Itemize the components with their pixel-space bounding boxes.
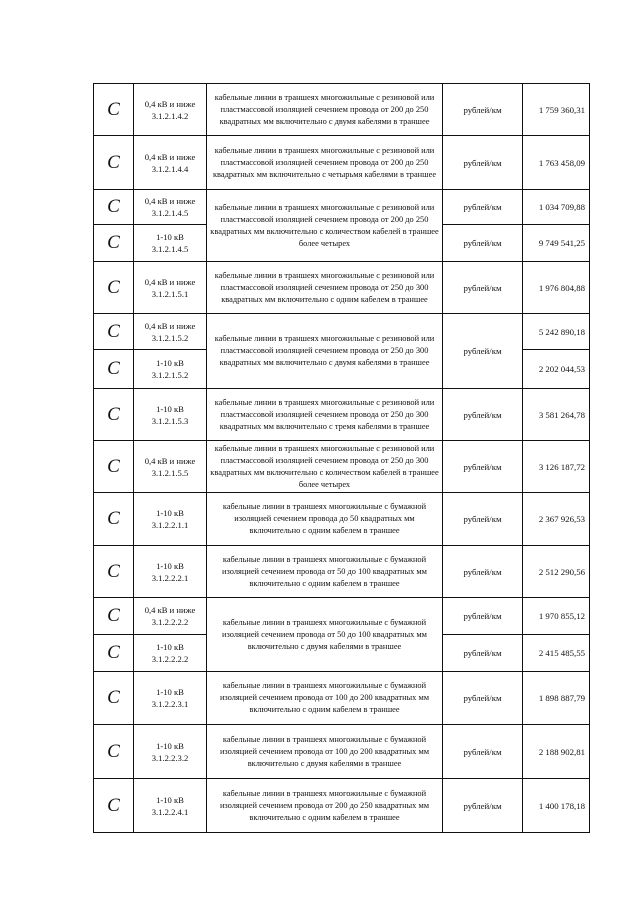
unit-cell: рублей/км xyxy=(443,598,523,635)
rates-table xyxy=(93,83,590,833)
table-row xyxy=(94,672,590,725)
table-row xyxy=(94,314,590,350)
table-row xyxy=(94,136,590,190)
table-row xyxy=(94,190,590,225)
voltage-code-cell: 0,4 кВ и ниже 3.1.2.1.4.2 xyxy=(134,84,207,136)
symbol-cell: C xyxy=(94,598,134,635)
voltage-code-cell: 1-10 кВ 3.1.2.1.5.3 xyxy=(134,389,207,441)
value-cell: 2 415 485,55 xyxy=(523,635,590,672)
unit-cell: рублей/км xyxy=(443,546,523,598)
value-cell: 3 581 264,78 xyxy=(523,389,590,441)
symbol-cell: C xyxy=(94,672,134,725)
symbol-cell: C xyxy=(94,441,134,493)
value-cell: 2 512 290,56 xyxy=(523,546,590,598)
voltage-code-cell: 1-10 кВ 3.1.2.2.2.2 xyxy=(134,635,207,672)
description-cell: кабельные линии в траншеях многожильные с бумажной изоляцией сечением провода от 100 до 200 квадратных мм включительно с одним кабелем в траншее xyxy=(207,672,443,725)
description-cell: кабельные линии в траншеях многожильные с бумажной изоляцией сечением провода от 50 до 100 квадратных мм включительно с двумя кабелями в траншее xyxy=(207,598,443,672)
table-row xyxy=(94,84,590,136)
voltage-code-cell: 0,4 кВ и ниже 3.1.2.1.4.4 xyxy=(134,136,207,190)
value-cell: 1 034 709,88 xyxy=(523,190,590,225)
unit-cell: рублей/км xyxy=(443,262,523,314)
value-cell: 1 400 178,18 xyxy=(523,779,590,833)
unit-cell: рублей/км xyxy=(443,314,523,389)
table-row xyxy=(94,598,590,635)
voltage-code-cell: 0,4 кВ и ниже 3.1.2.1.4.5 xyxy=(134,190,207,225)
symbol-cell: C xyxy=(94,546,134,598)
voltage-code-cell: 1-10 кВ 3.1.2.2.3.1 xyxy=(134,672,207,725)
unit-cell: рублей/км xyxy=(443,725,523,779)
voltage-code-cell: 1-10 кВ 3.1.2.1.5.2 xyxy=(134,350,207,389)
unit-cell: рублей/км xyxy=(443,136,523,190)
unit-cell: рублей/км xyxy=(443,389,523,441)
symbol-cell: C xyxy=(94,635,134,672)
voltage-code-cell: 0,4 кВ и ниже 3.1.2.1.5.5 xyxy=(134,441,207,493)
symbol-cell: C xyxy=(94,225,134,262)
value-cell: 1 970 855,12 xyxy=(523,598,590,635)
symbol-cell: C xyxy=(94,725,134,779)
unit-cell: рублей/км xyxy=(443,779,523,833)
unit-cell: рублей/км xyxy=(443,635,523,672)
unit-cell: рублей/км xyxy=(443,225,523,262)
description-cell: кабельные линии в траншеях многожильные с бумажной изоляцией сечением провода от 200 до 250 квадратных мм включительно с одним кабелем в траншее xyxy=(207,779,443,833)
voltage-code-cell: 1-10 кВ 3.1.2.1.4.5 xyxy=(134,225,207,262)
description-cell: кабельные линии в траншеях многожильные с резиновой или пластмассовой изоляцией сечением провода от 200 до 250 квадратных мм включительно с количеством кабелей в траншее более четырех xyxy=(207,190,443,262)
description-cell: кабельные линии в траншеях многожильные с резиновой или пластмассовой изоляцией сечением провода от 250 до 300 квадратных мм включительно с двумя кабелями в траншее xyxy=(207,314,443,389)
symbol-cell: C xyxy=(94,262,134,314)
description-cell: кабельные линии в траншеях многожильные с бумажной изоляцией сечением провода от 50 до 100 квадратных мм включительно с одним кабелем в траншее xyxy=(207,546,443,598)
symbol-cell: C xyxy=(94,350,134,389)
symbol-cell: C xyxy=(94,779,134,833)
symbol-cell: C xyxy=(94,84,134,136)
voltage-code-cell: 0,4 кВ и ниже 3.1.2.1.5.1 xyxy=(134,262,207,314)
value-cell: 1 759 360,31 xyxy=(523,84,590,136)
unit-cell: рублей/км xyxy=(443,672,523,725)
symbol-cell: C xyxy=(94,493,134,546)
symbol-cell: C xyxy=(94,314,134,350)
description-cell: кабельные линии в траншеях многожильные с резиновой или пластмассовой изоляцией сечением провода от 250 до 300 квадратных мм включительно с количеством кабелей в траншее более четырех xyxy=(207,441,443,493)
symbol-cell: C xyxy=(94,190,134,225)
value-cell: 1 898 887,79 xyxy=(523,672,590,725)
value-cell: 2 188 902,81 xyxy=(523,725,590,779)
value-cell: 5 242 890,18 xyxy=(523,314,590,350)
description-cell: кабельные линии в траншеях многожильные с резиновой или пластмассовой изоляцией сечением провода от 250 до 300 квадратных мм включительно с тремя кабелями в траншее xyxy=(207,389,443,441)
table-row xyxy=(94,779,590,833)
voltage-code-cell: 1-10 кВ 3.1.2.2.3.2 xyxy=(134,725,207,779)
description-cell: кабельные линии в траншеях многожильные с резиновой или пластмассовой изоляцией сечением провода от 200 до 250 квадратных мм включительно с четырьмя кабелями в траншее xyxy=(207,136,443,190)
unit-cell: рублей/км xyxy=(443,493,523,546)
table-row xyxy=(94,441,590,493)
symbol-cell: C xyxy=(94,389,134,441)
value-cell: 1 763 458,09 xyxy=(523,136,590,190)
value-cell: 9 749 541,25 xyxy=(523,225,590,262)
table-row xyxy=(94,725,590,779)
description-cell: кабельные линии в траншеях многожильные с бумажной изоляцией сечением провода до 50 квадратных мм включительно с одним кабелем в траншее xyxy=(207,493,443,546)
value-cell: 3 126 187,72 xyxy=(523,441,590,493)
voltage-code-cell: 1-10 кВ 3.1.2.2.2.1 xyxy=(134,546,207,598)
table-row xyxy=(94,493,590,546)
voltage-code-cell: 0,4 кВ и ниже 3.1.2.2.2.2 xyxy=(134,598,207,635)
unit-cell: рублей/км xyxy=(443,84,523,136)
symbol-cell: C xyxy=(94,136,134,190)
table-row xyxy=(94,546,590,598)
unit-cell: рублей/км xyxy=(443,190,523,225)
description-cell: кабельные линии в траншеях многожильные с резиновой или пластмассовой изоляцией сечением провода от 200 до 250 квадратных мм включительно с двумя кабелями в траншее xyxy=(207,84,443,136)
value-cell: 2 202 044,53 xyxy=(523,350,590,389)
voltage-code-cell: 0,4 кВ и ниже 3.1.2.1.5.2 xyxy=(134,314,207,350)
table-row xyxy=(94,262,590,314)
table-row xyxy=(94,389,590,441)
voltage-code-cell: 1-10 кВ 3.1.2.2.1.1 xyxy=(134,493,207,546)
description-cell: кабельные линии в траншеях многожильные с резиновой или пластмассовой изоляцией сечением провода от 250 до 300 квадратных мм включительно с одним кабелем в траншее xyxy=(207,262,443,314)
value-cell: 1 976 804,88 xyxy=(523,262,590,314)
description-cell: кабельные линии в траншеях многожильные с бумажной изоляцией сечением провода от 100 до 200 квадратных мм включительно с двумя кабелями в траншее xyxy=(207,725,443,779)
value-cell: 2 367 926,53 xyxy=(523,493,590,546)
unit-cell: рублей/км xyxy=(443,441,523,493)
voltage-code-cell: 1-10 кВ 3.1.2.2.4.1 xyxy=(134,779,207,833)
